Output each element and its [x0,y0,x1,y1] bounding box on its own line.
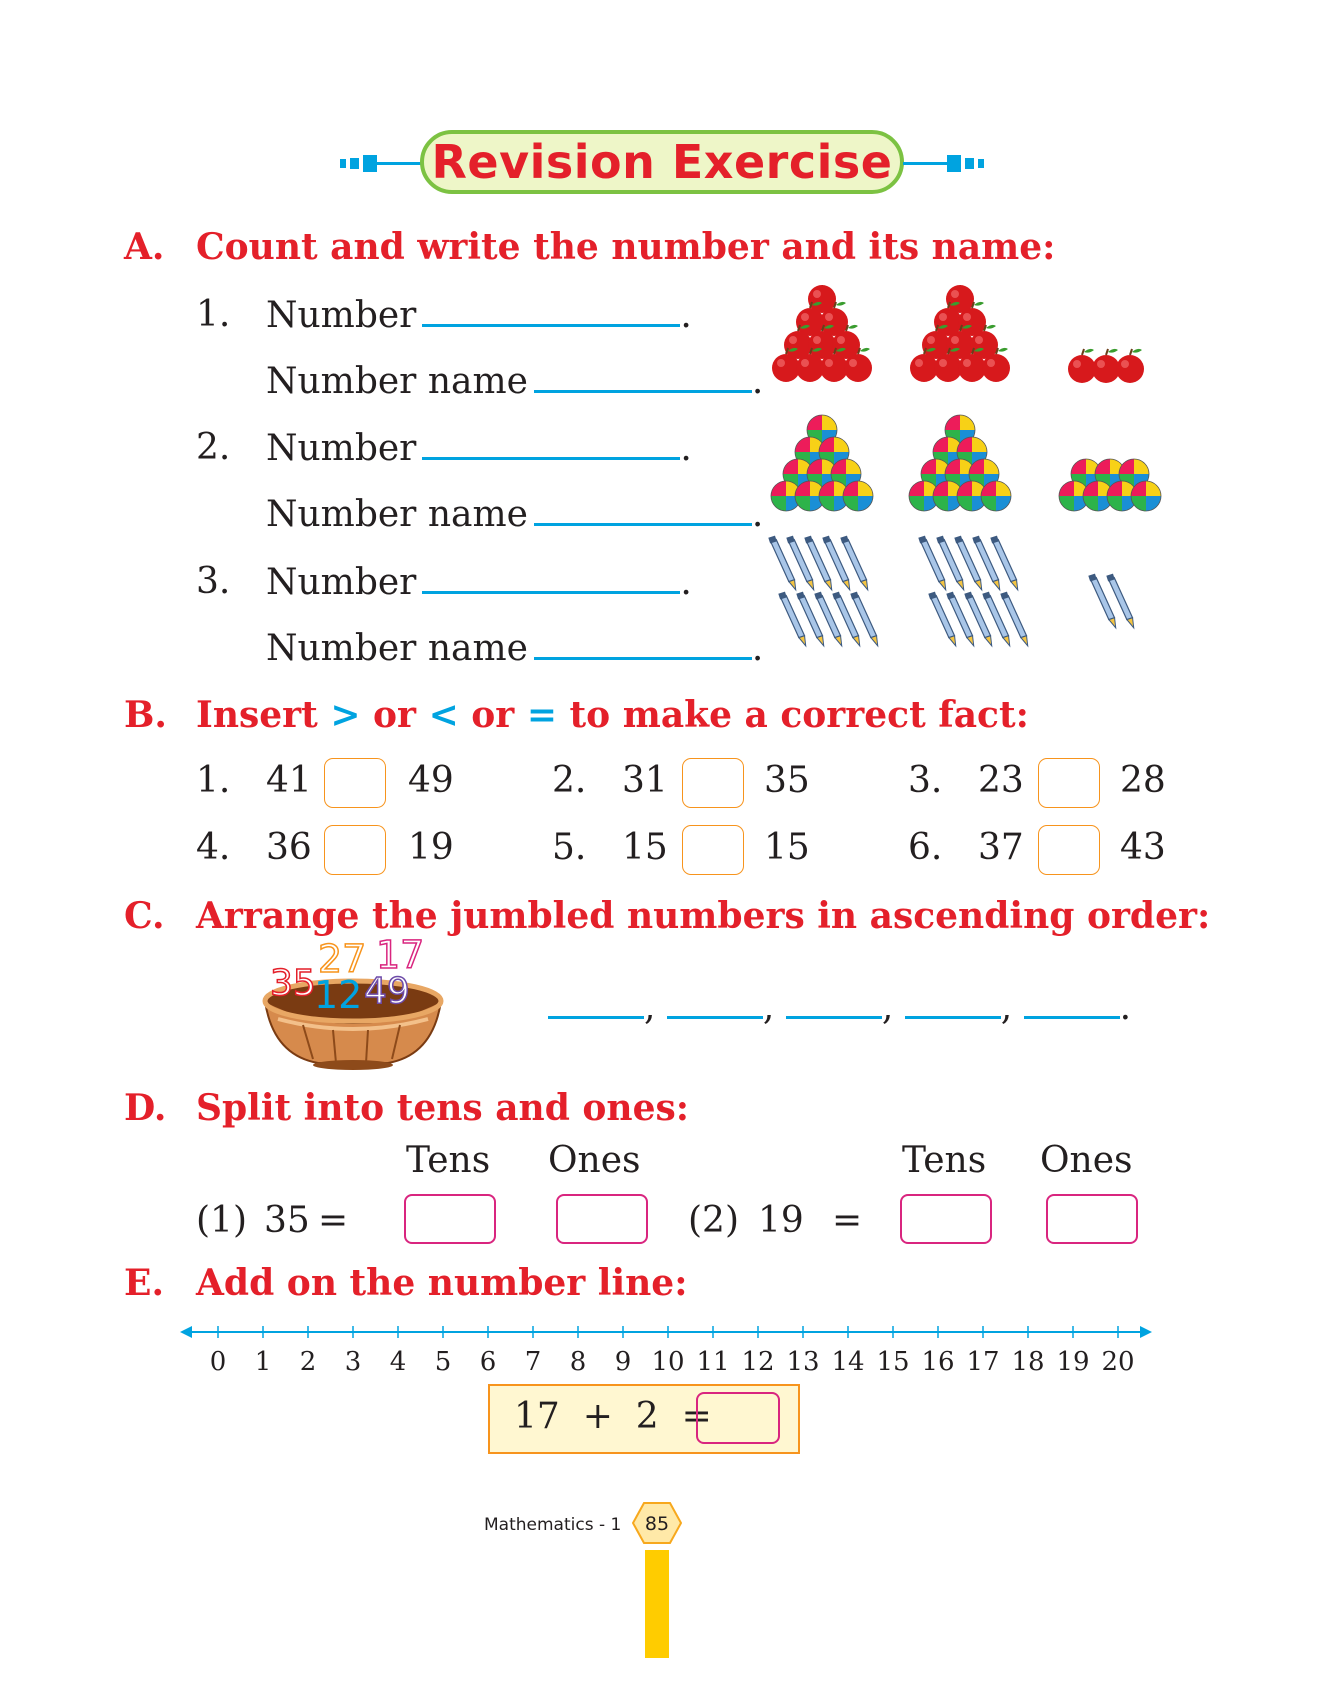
section-b-letter: B. [124,694,167,736]
equals-sign: = [318,1200,349,1241]
apple-icon [1068,349,1144,383]
jumbled-number: 35 [270,963,316,1004]
number-line-tick-label: 6 [479,1347,497,1377]
sum-expression: 17 + 2 = [514,1396,712,1437]
item-number: 1. [196,760,231,801]
pen-icon [1088,572,1135,631]
order-blank[interactable] [1024,986,1120,1019]
number-line-tick-label: 3 [344,1347,362,1377]
compare-left: 15 [622,827,668,868]
order-blank[interactable] [905,986,1001,1019]
ball-icon [771,415,873,511]
item-number: 4. [196,827,231,868]
section-b-heading: Insert > or < or = to make a correct fact: [196,694,1029,736]
number-line-tick-label: 17 [966,1347,1000,1377]
tens-box[interactable] [404,1194,496,1244]
number-line-tick-label: 10 [651,1347,685,1377]
number-name-label: Number name . [266,361,764,402]
decor-square-icon [978,159,984,168]
number-name-label: Number name . [266,628,764,669]
decor-square-icon [363,155,377,172]
number-name-blank[interactable] [534,493,752,526]
compare-box[interactable] [324,825,386,875]
item-number: (2) [688,1200,739,1241]
item-number: 1. [196,294,231,335]
compare-box[interactable] [682,825,744,875]
number-line-tick-label: 14 [831,1347,865,1377]
ones-label: Ones [1040,1140,1133,1181]
footer-bar [645,1550,669,1658]
pen-icon [768,534,879,649]
item-number: (1) [196,1200,247,1241]
tens-box[interactable] [900,1194,992,1244]
section-e-letter: E. [124,1262,164,1304]
jumbled-number: 49 [364,971,410,1012]
order-blank[interactable] [667,986,763,1019]
number-line-tick-label: 2 [299,1347,317,1377]
decor-square-icon [965,158,974,169]
section-d-heading: Split into tens and ones: [196,1087,690,1129]
page-number: 85 [644,1513,670,1535]
compare-left: 23 [978,760,1024,801]
section-d-letter: D. [124,1087,167,1129]
ones-label: Ones [548,1140,641,1181]
decor-square-icon [350,158,359,169]
jumbled-number: 17 [376,933,425,977]
compare-box[interactable] [1038,825,1100,875]
split-value: 35 [264,1200,310,1241]
sum-answer-box[interactable] [696,1392,780,1444]
ones-box[interactable] [556,1194,648,1244]
number-line-tick-label: 4 [389,1347,407,1377]
number-line-tick-label: 15 [876,1347,910,1377]
ball-icon [1059,459,1161,511]
number-line-tick-label: 8 [569,1347,587,1377]
page-title: Revision Exercise [431,135,893,189]
decor-square-icon [947,155,961,172]
section-a-heading: Count and write the number and its name: [196,226,1056,268]
tens-label: Tens [406,1140,491,1181]
number-blank[interactable] [422,561,680,594]
item-number: 3. [196,561,231,602]
number-label: Number . [266,295,692,336]
apple-icon [772,285,872,382]
jumbled-number: 12 [314,973,363,1017]
section-c-letter: C. [124,895,165,937]
tens-label: Tens [902,1140,987,1181]
compare-right: 19 [408,827,454,868]
number-line-tick-label: 19 [1056,1347,1090,1377]
number-line-tick-label: 9 [614,1347,632,1377]
compare-left: 37 [978,827,1024,868]
compare-right: 49 [408,760,454,801]
section-a-letter: A. [124,226,165,268]
compare-right: 28 [1120,760,1166,801]
order-blank[interactable] [786,986,882,1019]
compare-box[interactable] [682,758,744,808]
apple-icon [910,285,1010,382]
compare-left: 31 [622,760,668,801]
item-number: 5. [552,827,587,868]
number-line-tick-label: 16 [921,1347,955,1377]
section-c-heading: Arrange the jumbled numbers in ascending order: [196,895,1211,937]
number-line-tick-label: 18 [1011,1347,1045,1377]
number-line-tick-label: 13 [786,1347,820,1377]
compare-left: 36 [266,827,312,868]
number-line-tick-label: 12 [741,1347,775,1377]
order-blank[interactable] [548,986,644,1019]
section-e-heading: Add on the number line: [196,1262,688,1304]
decor-line [377,162,421,165]
split-value: 19 [758,1200,804,1241]
compare-left: 41 [266,760,312,801]
book-title: Mathematics - 1 [484,1515,622,1535]
compare-box[interactable] [1038,758,1100,808]
item-number: 2. [552,760,587,801]
item-number: 3. [908,760,943,801]
compare-right: 43 [1120,827,1166,868]
number-line-tick-label: 0 [209,1347,227,1377]
number-name-blank[interactable] [534,627,752,660]
number-name-blank[interactable] [534,360,752,393]
number-line-tick-label: 11 [696,1347,730,1377]
counting-pictures [760,285,1180,685]
compare-right: 35 [764,760,810,801]
jumbled-number: 27 [318,937,367,981]
compare-right: 15 [764,827,810,868]
number-line-tick-label: 1 [254,1347,272,1377]
item-number: 2. [196,427,231,468]
number-blank[interactable] [422,427,680,460]
number-line [178,1320,1158,1350]
pen-icon [918,534,1029,649]
title-banner [340,128,1000,202]
ones-box[interactable] [1046,1194,1138,1244]
number-line-tick-label: 20 [1101,1347,1135,1377]
number-line-tick-label: 5 [434,1347,452,1377]
ascending-answer: , , , , . [548,986,1131,1028]
decor-square-icon [340,159,346,168]
number-blank[interactable] [422,294,680,327]
item-number: 6. [908,827,943,868]
equals-sign: = [832,1200,863,1241]
decor-line [903,162,947,165]
number-line-tick-label: 7 [524,1347,542,1377]
number-label: Number . [266,428,692,469]
number-name-label: Number name . [266,494,764,535]
ball-icon [909,415,1011,511]
compare-box[interactable] [324,758,386,808]
number-label: Number . [266,562,692,603]
